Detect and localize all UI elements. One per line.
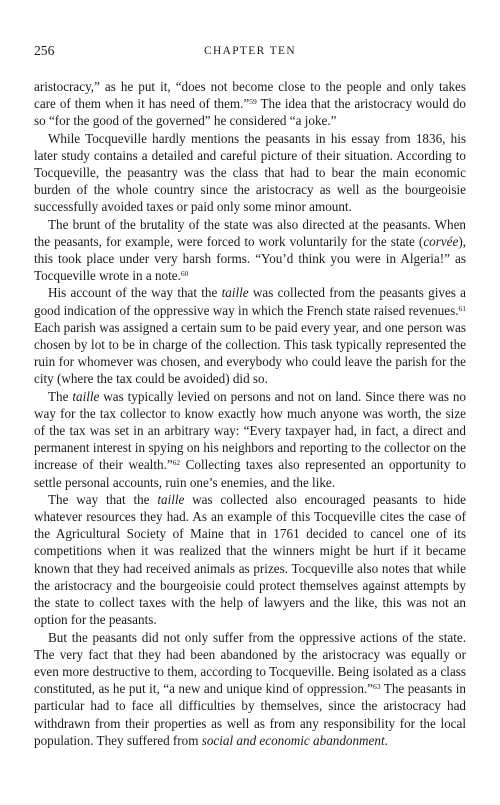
text-run: aristocracy,” as he put it, “does not become close to the people and only takes care of them when it has need of them.” [34,79,466,112]
page-header [34,41,466,61]
footnote-reference: 60 [180,269,189,279]
footnote-reference: 63 [373,682,381,692]
page-number: 256 [34,43,55,58]
text-run: ), this took place under very harsh forms. “You’d think you were in Algeria!” as Tocqueville wrote in a note. [34,233,466,284]
text-run: was typically levied on persons and not on land. Since there was no way for the tax collector to know exactly how much anyone was worth, the size of the tax was set in an arbitrary way: “Every taxpayer had, in fact, a direct and permanent interest in spying on his neighbors and reporting to the collector on the increase of their wealth.” [34,388,466,473]
text-run: The idea that the aristocracy would do so “for the good of the governed” he considered “a joke.” [34,96,466,129]
text-run: . [384,732,388,748]
running-head: CHAPTER TEN [203,45,297,57]
italic-text: social and economic abandonment [201,732,385,748]
paragraph [34,388,466,491]
italic-text: taille [221,285,249,301]
footnote-reference: 61 [458,303,466,313]
paragraph [34,491,466,629]
text-run: His account of the way that the [48,285,222,301]
text-run: Each parish was assigned a certain sum to be paid every year, and one person was chosen by lot to be in charge of the collection. This task typically represented the ruin for whomever was chosen, and everybody who could leave the parish for the city (where the tax could be avoided) did so. [34,319,466,387]
text-run: Collecting taxes also represented an opportunity to settle personal accounts, ruin one’s enemies, and the like. [34,457,466,490]
text-run: The [48,388,73,404]
paragraph [34,216,466,285]
italic-text: taille [157,491,185,507]
text-run: The way that the [48,491,158,507]
text-run: was collected from the peasants gives a good indication of the oppressive way in which the French state raised revenues. [34,285,466,318]
footnote-reference: 62 [172,458,181,468]
text-run: was collected also encouraged peasants to hide whatever resources they had. As an example of this Tocqueville cites the case of the Agricultural Society of Maine that in 1761 decided to cancel one of its competitions when it was realized that the winners might be hurt if it became known that they had received animals as prizes. Tocqueville also notes that while the aristocracy and the bourgeoisie could protect themselves against attempts by the state to collect taxes with the help of lawyers and the like, this was not an option for the peasants. [34,491,466,628]
footnote-reference: 59 [249,97,257,107]
paragraph [34,629,466,749]
paragraph [34,284,466,387]
body-text [34,78,466,749]
text-run: The peasants in particular had to face all difficulties by themselves, since the aristocracy had withdrawn from their properties as well as from any responsibility for the local population. They suffered from [34,681,466,748]
text-run: While Tocqueville hardly mentions the peasants in his essay from 1836, his later study contains a detailed and careful picture of their situation. According to Tocqueville, the peasantry was the class that had to bear the main economic burden of the whole country since the aristocracy as well as the bourgeoisie successfully avoided taxes or paid only some minor amount. [34,130,466,215]
italic-text: taille [72,388,100,404]
paragraph [34,78,466,130]
text-run: The brunt of the brutality of the state was also directed at the peasants. When the peasants, for example, were forced to work voluntarily for the state ( [34,216,466,249]
text-run: But the peasants did not only suffer from the oppressive actions of the state. The very fact that they had been abandoned by the aristocracy was equally or even more destructive to them, according to Tocqueville. Being isolated as a class constituted, as he put it, “a new and unique kind of oppression.” [34,629,466,697]
paragraph [34,130,466,216]
italic-text: corvée [423,233,459,249]
